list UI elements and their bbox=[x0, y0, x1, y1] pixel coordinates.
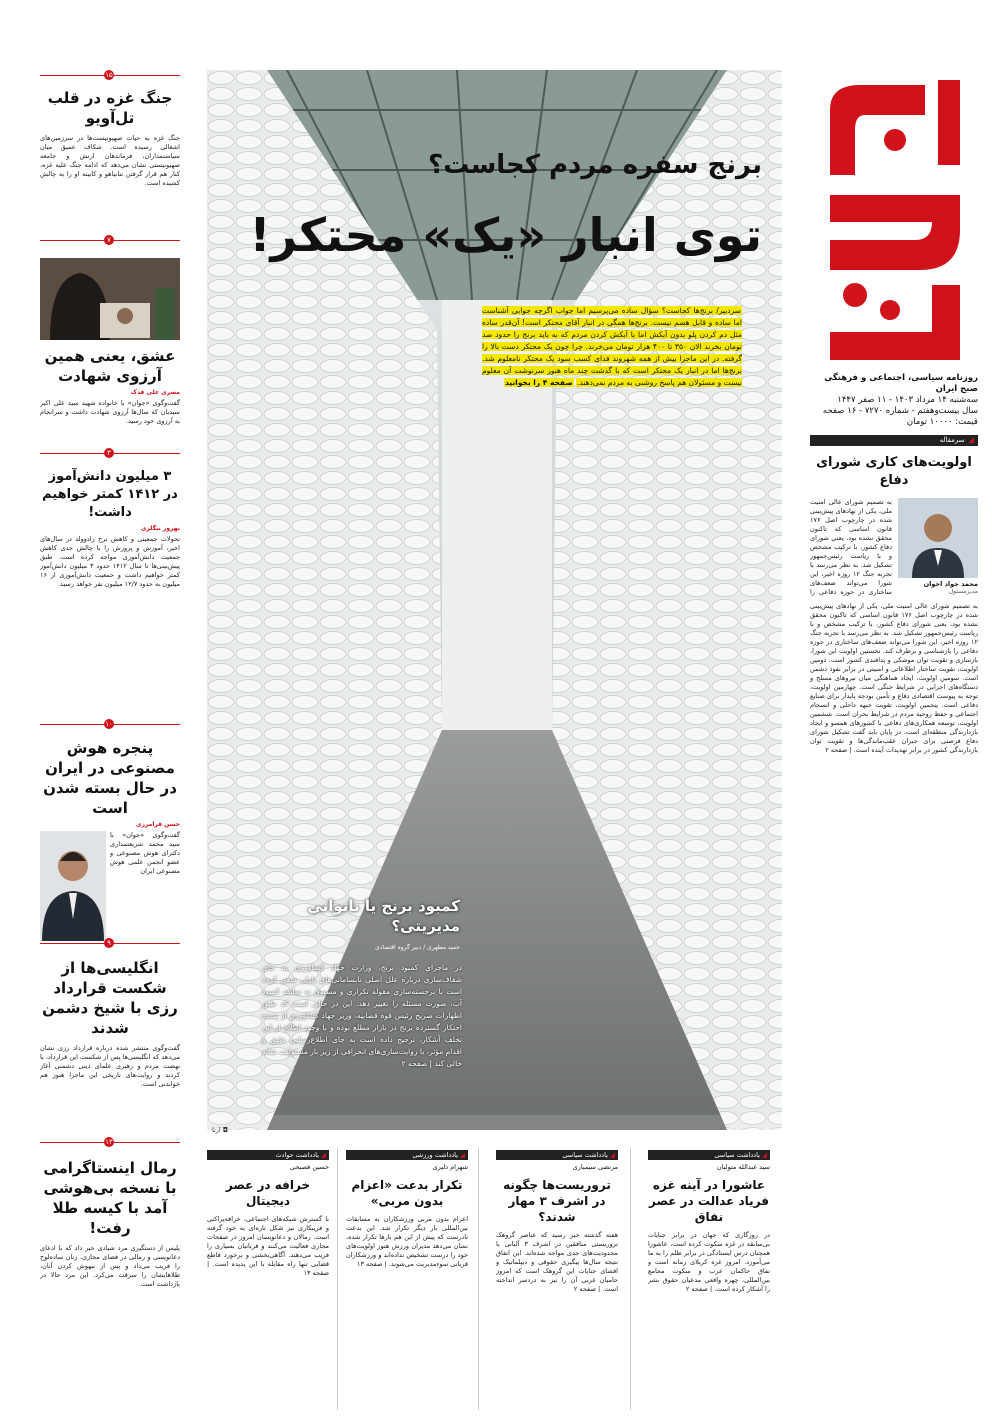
bottom-col-4-author: حسین فصیحی bbox=[289, 1163, 329, 1171]
byline-name: مصری علی فدک bbox=[130, 389, 180, 396]
masthead-date: سه‌شنبه ۱۴ مرداد ۱۴۰۳ - ۱۱ صفر ۱۴۴۷ bbox=[837, 395, 978, 405]
main-lead-text: سردبیر/ برنج‌ها کجاست؟ سؤال ساده می‌پرسیم اما جواب اگرچه جوابی آشناست اما ساده و قابل هضم نیست. برنج‌ها همگی در انبار آقای محتکر است! آن‌قدر ساده مثل دم کردن پلو بدون آبکش اما با آبکش کردن مردم که به باید برنج را حدود صد تومان بخرند الان ۳۵۰ تا ۴۰۰ هزار تومان می‌خرند. چرا چون یک محتکر دست بالا را گرفته. در این ماجرا بیش از همه شهروند فدای کسب سود یک محتکر نامعلوم شد. برنج‌ها اما در انبار یک محتکر است که با گذشت چند ماه هنوز سرنوشت آن معلوم نیست و مسئولان هم پاسخ روشنی به مردم نمی‌دهند. bbox=[482, 306, 742, 387]
bottom-col-2-section bbox=[496, 1150, 618, 1160]
left-story-5-headline: انگلیسی‌ها از شکست قرارداد رزی با شیخ دشمن شدند bbox=[42, 959, 178, 1037]
section-arrow-icon: ◢ bbox=[457, 1151, 465, 1159]
main-lead-footer[interactable]: صفحه ۴ را بخوانید bbox=[504, 378, 573, 387]
sub-headline: کمبود برنج یا ناتوانی مدیریتی؟ bbox=[307, 897, 460, 935]
editorial-headline: اولویت‌های کاری شورای دفاع bbox=[816, 455, 972, 488]
page-ref-divider bbox=[40, 1138, 180, 1146]
left-story-3-headline: ۳ میلیون دانش‌آموز در ۱۴۱۲ کمتر خواهیم داشت! bbox=[42, 469, 178, 520]
bottom-col-1-headline: عاشورا در آینه غزه فریاد عدالت در عصر نفاق bbox=[648, 1178, 770, 1224]
editorial-section bbox=[810, 435, 978, 1212]
photo-credit-text: ارنا bbox=[212, 1126, 221, 1134]
left-story-4-headline: پنجره هوش مصنوعی در ایران در حال بسته شدن است bbox=[43, 739, 177, 817]
column-rule bbox=[478, 1148, 479, 1410]
left-story-3-body: تحولات جمعیتی و کاهش نرخ زادوولد در سال‌های اخیر، آموزش و پرورش را با چالش جدی کاهش جمعیت دانش‌آموزی مواجه کرده است. طبق پیش‌بینی‌ها تا سال ۱۴۱۲ حدود ۳ میلیون دانش‌آموز کمتر خواهیم داشت و جمعیت دانش‌آموزی از ۱۶ میلیون به حدود ۱۲/۷ میلیون نفر خواهد رسید. bbox=[40, 535, 180, 588]
photo-credit bbox=[212, 1126, 228, 1134]
page-badge: ۱۰ bbox=[105, 720, 113, 728]
column-rule bbox=[630, 1148, 631, 1410]
left-story-2-body: گفت‌وگوی «جوان» با خانواده شهید سید علی اکبر سیدیان که سال‌ها آرزوی شهادت داشت و سرانجام به آرزوی خود رسید. bbox=[40, 399, 180, 425]
left-story-2 bbox=[40, 258, 180, 426]
page-ref-divider bbox=[40, 939, 180, 947]
masthead-price: قیمت: ۱۰۰۰۰ تومان bbox=[906, 417, 978, 427]
left-story-1-body: جنگ غزه به حیات صهیونیست‌ها در سرزمین‌های اشغالی رسیده است. شکاف عمیق میان سیاستمداران، فرماندهان ارتش و جامعه صهیونیستی نشان می‌دهد که ادامه جنگ علیه غزه، کنار هم قرار گرفتن نتانیاهو و کابینه او را به چالش کشیده است. bbox=[40, 134, 180, 187]
bottom-col-4-body: با گسترش شبکه‌های اجتماعی، خرافه‌پراکنی و فریبکاری نیز شکل تازه‌ای به خود گرفته است. رمالان و دعانویسان امروز در صفحات مجازی فعالیت می‌کنند و قربانیان بسیاری را فریب می‌دهند. آگاهی‌بخشی و برخورد قاطع قضایی تنها راه مقابله با این پدیده است. | صفحه ۱۳ bbox=[207, 1215, 329, 1277]
editorial-section-bar bbox=[810, 435, 978, 446]
bottom-col-4 bbox=[207, 1150, 329, 1395]
left-story-6-body: پلیس از دستگیری مرد شیادی خبر داد که با ادعای دعانویسی و رمالی در فضای مجازی، زنان ساده‌لوح را فریب می‌داد و پس از بیهوش کردن آنان، طلاهایشان را سرقت می‌کرد. این مرد حالا در بازداشت است. bbox=[40, 1244, 180, 1288]
left-story-4-body: گفت‌وگوی «جوان» با سید محمد شریعتمداری دکترای هوش مصنوعی و عضو انجمن علمی هوش مصنوعی ایران bbox=[110, 831, 180, 875]
editorial-body: به تصمیم شورای عالی امنیت ملی، یکی از نهادهای پیش‌بینی شده در چارچوب اصل ۱۷۶ قانون اساسی که تاکنون محقق نشده بود، یعنی شورای دفاع کشور، با ترکیب مشخص و با ریاست رئیس‌جمهور تشکیل شد. به نظر می‌رسد با تجربه جنگ ۱۲ روزه اخیر، این شورا می‌تواند ضعف‌های ساختاری در حوزه دفاعی را بازشناسی و برطرف کند. نخستین اولویت این شورا، بازسازی و تقویت توان موشکی و پدافندی کشور است. دومین اولویت، تقویت ساختار اطلاعاتی و امنیتی در برابر نفوذ دشمن است. سومین اولویت، ایجاد هماهنگی میان نیروهای مسلح و دستگاه‌های اجرایی در شرایط جنگی است. چهارمین اولویت، توجه به پیوست اقتصادی دفاع و تأمین بودجه پایدار برای صنایع دفاعی است. پنجمین اولویت، تقویت جبهه داخلی و انسجام اجتماعی و حفظ روحیه مردم در شرایط بحران است. ششمین اولویت، توسعه همکاری‌های دفاعی با کشورهای همسو و ایجاد بازدارندگی منطقه‌ای است. در پایان باید گفت تشکیل شورای دفاع فرصتی برای جبران عقب‌ماندگی‌ها و تقویت توان بازدارندگی کشور در برابر تهدیدات آینده است. | صفحه ۲ bbox=[810, 602, 978, 754]
section-label: یادداشت حوادث bbox=[275, 1151, 319, 1159]
story-4-photo bbox=[40, 831, 106, 941]
section-arrow-icon: ◢ bbox=[968, 436, 974, 444]
section-arrow-icon: ◢ bbox=[759, 1151, 767, 1159]
main-kicker: برنج سفره مردم کجاست؟ bbox=[428, 150, 762, 180]
left-story-3 bbox=[40, 468, 180, 665]
bottom-col-1-body: در روزگاری که جهان در برابر جنایات بی‌سابقه در غزه سکوت کرده است، عاشورا همچنان درس ایستادگی در برابر ظلم را به ما می‌آموزد. امروز غزه کربلای زمانه است و نفاق حاکمان عرب و سکوت مجامع بین‌المللی، چهره واقعی مدعیان حقوق بشر را آشکار کرده است. | صفحه ۲ bbox=[648, 1231, 770, 1293]
bottom-col-1-author: سید عبدالله متولیان bbox=[716, 1163, 770, 1171]
page-ref-divider bbox=[40, 71, 180, 79]
left-story-4 bbox=[40, 738, 180, 941]
bottom-col-3-body: اعزام بدون مربی ورزشکاران به مسابقات بین‌المللی بار دیگر تکرار شد. این بدعت نادرست که پیش از این هم بارها تکرار شده، نشان می‌دهد مدیران ورزش هنوز اولویت‌های خود را درست تشخیص نداده‌اند و ورزشکاران قربانی سوءمدیریت می‌شوند. | صفحه ۱۳ bbox=[346, 1215, 468, 1268]
main-lead bbox=[482, 305, 742, 389]
author-photo bbox=[898, 498, 978, 578]
section-label: یادداشت ورزشی bbox=[412, 1151, 458, 1159]
bottom-col-3-headline: تکرار بدعت «اعزام بدون مربی» bbox=[351, 1178, 463, 1208]
editorial-author: محمد جواد اخوان bbox=[923, 580, 978, 588]
masthead-issue: سال بیست‌وهفتم - شماره ۷۲۷۰ - ۱۶ صفحه bbox=[822, 406, 978, 416]
editorial-role: مدیرمسئول bbox=[948, 588, 978, 595]
page-ref-divider bbox=[40, 236, 180, 244]
page-badge: ۱۳ bbox=[105, 1138, 113, 1146]
left-story-1 bbox=[40, 88, 180, 224]
byline-name: حسن فرامرزی bbox=[135, 821, 180, 828]
left-story-1-headline: جنگ غزه در قلب تل‌آویو bbox=[47, 89, 173, 127]
bottom-col-2-headline: تروریست‌ها چگونه در اشرف ۳ مهار شدند؟ bbox=[503, 1178, 611, 1224]
section-arrow-icon: ◢ bbox=[318, 1151, 326, 1159]
bottom-col-2-author: مرتضی سیمیاری bbox=[572, 1163, 618, 1171]
section-arrow-icon: ◢ bbox=[607, 1151, 615, 1159]
sub-byline: حمید مطهری / دبیر گروه اقتصادی bbox=[374, 944, 460, 951]
bottom-col-2-body: هفته گذشته خبر رسید که عناصر گروهک تروریستی منافقین در اشرف ۳ آلبانی با محدودیت‌های جدی مواجه شده‌اند. این اتفاق نتیجه سال‌ها پیگیری حقوقی و دیپلماتیک و افشای جنایات این گروهک است که امروز حامیان غربی آن را نیز به دردسر انداخته است. | صفحه ۲ bbox=[496, 1231, 618, 1293]
section-label: یادداشت سیاسی bbox=[714, 1151, 760, 1159]
left-story-5 bbox=[40, 958, 180, 1144]
bottom-col-3-author: شهرام دلیری bbox=[432, 1163, 468, 1171]
bottom-col-1 bbox=[648, 1150, 770, 1411]
main-headline: توی انبار «یک» محتکر! bbox=[249, 208, 762, 262]
left-story-2-byline bbox=[40, 389, 180, 396]
page-badge: ۹ bbox=[104, 938, 114, 948]
story-2-photo bbox=[40, 258, 180, 340]
section-label: یادداشت سیاسی bbox=[562, 1151, 608, 1159]
bottom-col-3 bbox=[346, 1150, 468, 1395]
editorial-body-top: به تصمیم شورای عالی امنیت ملی، یکی از نهادهای پیش‌بینی شده در چارچوب اصل ۱۷۶ قانون اساسی که تاکنون محقق نشده بود، یعنی شورای دفاع کشور، با ترکیب مشخص و با ریاست رئیس‌جمهور تشکیل شد. به نظر می‌رسد با تجربه جنگ ۱۲ روزه اخیر، این شورا می‌تواند ضعف‌های ساختاری در حوزه دفاعی را bbox=[810, 498, 892, 596]
page-badge: ۳ bbox=[104, 448, 114, 458]
left-story-5-body: گفت‌وگوی منتشر شده درباره قرارداد رزی نشان می‌دهد که انگلیسی‌ها پس از شکست این قرارداد، با نهضت مردم و رهبری علمای دینی دشمنی آغاز کردند و روایت‌های تاریخی این ماجرا هنوز هم خواندنی است. bbox=[40, 1044, 180, 1088]
editorial-section-label: سرمقاله bbox=[939, 436, 965, 444]
bottom-col-4-headline: خرافه در عصر دیجیتال bbox=[225, 1178, 311, 1208]
sub-body: در ماجرای کمبود برنج، وزارت جهاد کشاورزی به جای شفاف‌سازی درباره علل اصلی نابسامانی‌های بازار، سعی کرده است با برجسته‌سازی مقوله تکراری و مسبوق به سابقه کمبود آب، صورت مسئله را تغییر دهد. این در حالی است که طبق اظهارات صریح رئیس قوه قضاییه، وزیر جهاد کشاورزی از پدیده احتکار گسترده برنج در بازار مطلع بوده و با وجود اطلاع از این تخلف آشکار، ترجیح داده است به جای اطلاع‌رسانی دقیق و اقدام مؤثر، با روایت‌سازی‌های انحرافی از زیر بار مسئولیت شانه خالی کند | صفحه ۲ bbox=[262, 963, 462, 1068]
page-badge: ۷ bbox=[104, 235, 114, 245]
byline-name: بهروز بیگلری bbox=[140, 525, 180, 532]
left-story-2-headline: عشق، یعنی همین آرزوی شهادت bbox=[44, 347, 176, 385]
masthead-tagline: روزنامه سیاسی، اجتماعی و فرهنگی صبح ایران bbox=[824, 373, 978, 394]
masthead-info bbox=[810, 373, 978, 428]
page-ref-divider bbox=[40, 720, 180, 728]
left-story-3-byline bbox=[40, 525, 180, 532]
column-rule bbox=[337, 1148, 338, 1410]
left-story-6-headline: رمال اینستاگرامی با نسخه بی‌هوشی آمد با کیسه طلا رفت! bbox=[43, 1159, 177, 1237]
masthead-logo bbox=[810, 70, 978, 370]
bottom-col-4-section bbox=[207, 1150, 329, 1160]
left-story-4-byline bbox=[40, 821, 180, 828]
page-ref-divider bbox=[40, 449, 180, 457]
left-story-6 bbox=[40, 1158, 180, 1419]
camera-icon: ◘ bbox=[222, 1126, 228, 1134]
bottom-col-1-section bbox=[648, 1150, 770, 1160]
bottom-col-2 bbox=[496, 1150, 618, 1411]
page-badge: ۱۵ bbox=[105, 71, 113, 79]
bottom-col-3-section bbox=[346, 1150, 468, 1160]
